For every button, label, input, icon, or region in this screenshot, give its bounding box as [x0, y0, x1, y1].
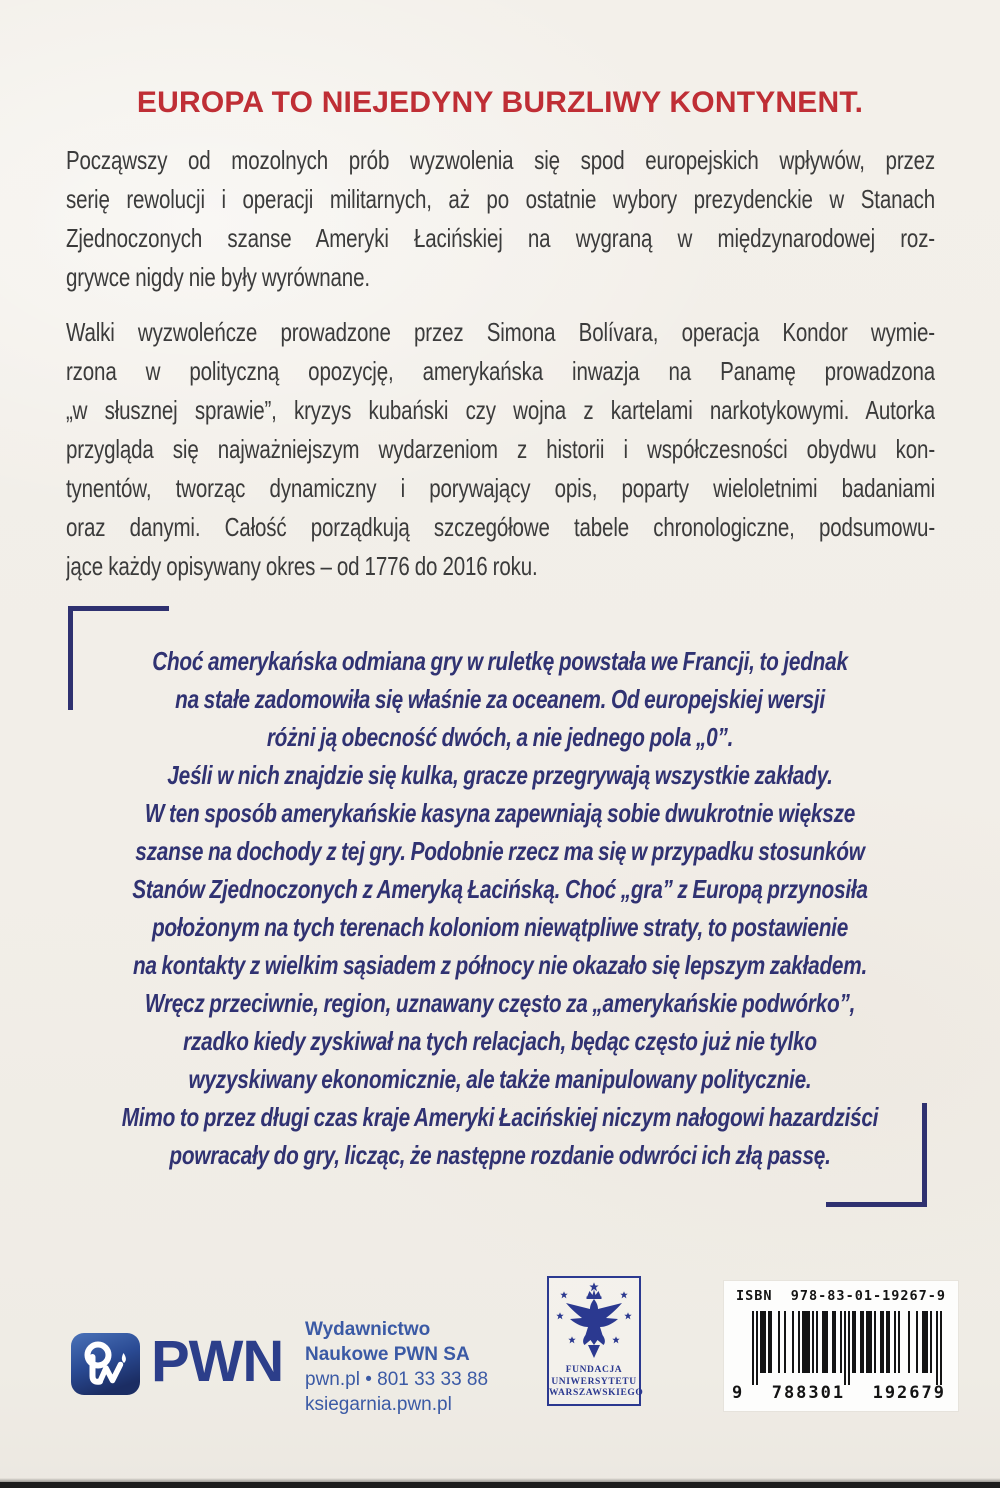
- barcode-bar: [792, 1311, 794, 1373]
- barcode-digits: 9 788301 192679: [732, 1383, 946, 1403]
- paragraph-line: rzona w polityczną opozycję, amerykańska inwazja na Panamę prowadzona: [66, 356, 935, 386]
- barcode-bar: [826, 1311, 828, 1373]
- quote-line: różni ją obecność dwóch, a nie jednego pola „0”.: [266, 722, 734, 752]
- publisher-info: [305, 1317, 488, 1417]
- foundation-name-line: WARSZAWSKIEGO: [549, 1388, 644, 1398]
- scan-edge: [0, 1482, 1000, 1488]
- paragraph-2: [66, 313, 935, 586]
- pwn-logo-icon: [71, 1333, 140, 1395]
- headline: EUROPA TO NIEJEDYNY BURZLIWY KONTYNENT.: [136, 86, 864, 119]
- paragraph-line: jące każdy opisywany okres – od 1776 do 2016 roku.: [66, 551, 538, 581]
- quote-line: położonym na tych terenach koloniom niewątpliwe straty, to postawienie: [151, 912, 849, 942]
- quote-line: na kontakty z wielkim sąsiadem z północy nie okazało się lepszym zakładem.: [132, 950, 868, 980]
- paragraph-line: „w słusznej sprawie”, kryzys kubański czy wojna z kartelami narkotykowymi. Autorka: [66, 395, 935, 425]
- publisher-line: Wydawnictwo: [305, 1319, 431, 1340]
- barcode-bar: [916, 1311, 918, 1373]
- barcode-bar: [798, 1311, 800, 1373]
- barcode-bar: [930, 1311, 932, 1373]
- quote-line: rzadko kiedy zyskiwał na tych relacjach, będąc często już nie tylko: [183, 1026, 817, 1056]
- barcode-bar: [756, 1311, 758, 1385]
- quote-line: Choć amerykańska odmiana gry w ruletkę powstała we Francji, to jednak: [152, 646, 848, 676]
- barcode-bar: [894, 1311, 896, 1373]
- paragraph-line: tynentów, tworząc dynamiczny i porywający opis, poparty wieloletnimi badaniami: [66, 473, 935, 503]
- barcode-bar: [778, 1311, 780, 1373]
- quote-line: Mimo to przez długi czas kraje Ameryki Łacińskiej niczym nałogowi hazardziści: [121, 1102, 879, 1132]
- foundation-name: [549, 1365, 644, 1400]
- barcode-bar: [812, 1311, 814, 1373]
- foundation-name-line: FUNDACJA: [565, 1365, 623, 1375]
- eagle-icon: [551, 1280, 637, 1364]
- barcode-bar: [770, 1311, 772, 1373]
- publisher-line: Naukowe PWN SA: [305, 1344, 470, 1365]
- barcode-bar: [764, 1311, 766, 1373]
- publisher-line: ksiegarnia.pwn.pl: [305, 1394, 452, 1415]
- barcode-bar: [870, 1311, 872, 1373]
- barcode-bar: [940, 1311, 942, 1385]
- barcode-bar: [784, 1311, 786, 1373]
- barcode-bar: [834, 1311, 836, 1373]
- paragraph-1: [66, 141, 935, 297]
- quote-line: Jeśli w nich znajdzie się kulka, gracze przegrywają wszystkie zakłady.: [167, 760, 833, 790]
- paragraph-line: grywce nigdy nie były wyrównane.: [66, 262, 370, 292]
- barcode-bar: [874, 1311, 876, 1373]
- barcode-bar: [808, 1311, 810, 1373]
- barcode-bar: [936, 1311, 938, 1385]
- paragraph-line: oraz danymi. Całość porządkują szczegółowe tabele chronologiczne, podsumowu-: [66, 512, 935, 542]
- pwn-wordmark: PWN: [151, 1329, 284, 1394]
- quote-line: Stanów Zjednoczonych z Ameryką Łacińską. Choć „gra” z Europą przynosiła: [132, 874, 868, 904]
- foundation-logo: [547, 1276, 644, 1406]
- paragraph-line: przygląda się najważniejszym wydarzeniom z historii i współczesności obydwu kon-: [66, 434, 935, 464]
- paragraph-line: Począwszy od mozolnych prób wyzwolenia się spod europejskich wpływów, przez: [66, 145, 935, 175]
- barcode-bar: [926, 1311, 928, 1373]
- quote-line: wyzyskiwany ekonomicznie, ale także manipulowany politycznie.: [188, 1064, 812, 1094]
- quote-block: [70, 642, 930, 1174]
- foundation-name-line: UNIWERSYTETU: [551, 1376, 637, 1387]
- barcode-bar: [816, 1311, 818, 1373]
- paragraph-line: Zjednoczonych szanse Ameryki Łacińskiej na wygraną w międzynarodowej roz-: [66, 223, 935, 253]
- quote-line: W ten sposób amerykańskie kasyna zapewniają sobie dwukrotnie większe: [144, 798, 856, 828]
- quote-line: szanse na dochody z tej gry. Podobnie rzecz ma się w przypadku stosunków: [135, 836, 865, 866]
- paragraph-line: Walki wyzwoleńcze prowadzone przez Simona Bolívara, operacja Kondor wymie-: [66, 317, 935, 347]
- barcode-bars: [752, 1311, 942, 1385]
- quote-line: powracały do gry, licząc, że następne rozdanie odwróci ich złą passę.: [169, 1140, 831, 1170]
- barcode-bar: [844, 1311, 846, 1385]
- barcode-bar: [848, 1311, 850, 1385]
- quote-line: na stałe zadomowiła się właśnie za oceanem. Od europejskiej wersji: [175, 684, 825, 714]
- barcode-bar: [862, 1311, 864, 1373]
- isbn-text: ISBN 978-83-01-19267-9: [736, 1288, 946, 1304]
- barcode-bar: [882, 1311, 884, 1373]
- barcode-bar: [908, 1311, 910, 1373]
- paragraph-line: serię rewolucji i operacji militarnych, aż po ostatnie wybory prezydenckie w Stanach: [66, 184, 935, 214]
- barcode-bar: [888, 1311, 890, 1373]
- barcode-bar: [898, 1311, 900, 1373]
- barcode-bar: [752, 1311, 754, 1385]
- publisher-line: pwn.pl • 801 33 33 88: [305, 1369, 489, 1390]
- barcode-panel: [724, 1281, 958, 1411]
- barcode-bar: [854, 1311, 856, 1373]
- quote-line: Wręcz przeciwnie, region, uznawany często za „amerykańskie podwórko”,: [144, 988, 856, 1018]
- barcode-bar: [840, 1311, 842, 1373]
